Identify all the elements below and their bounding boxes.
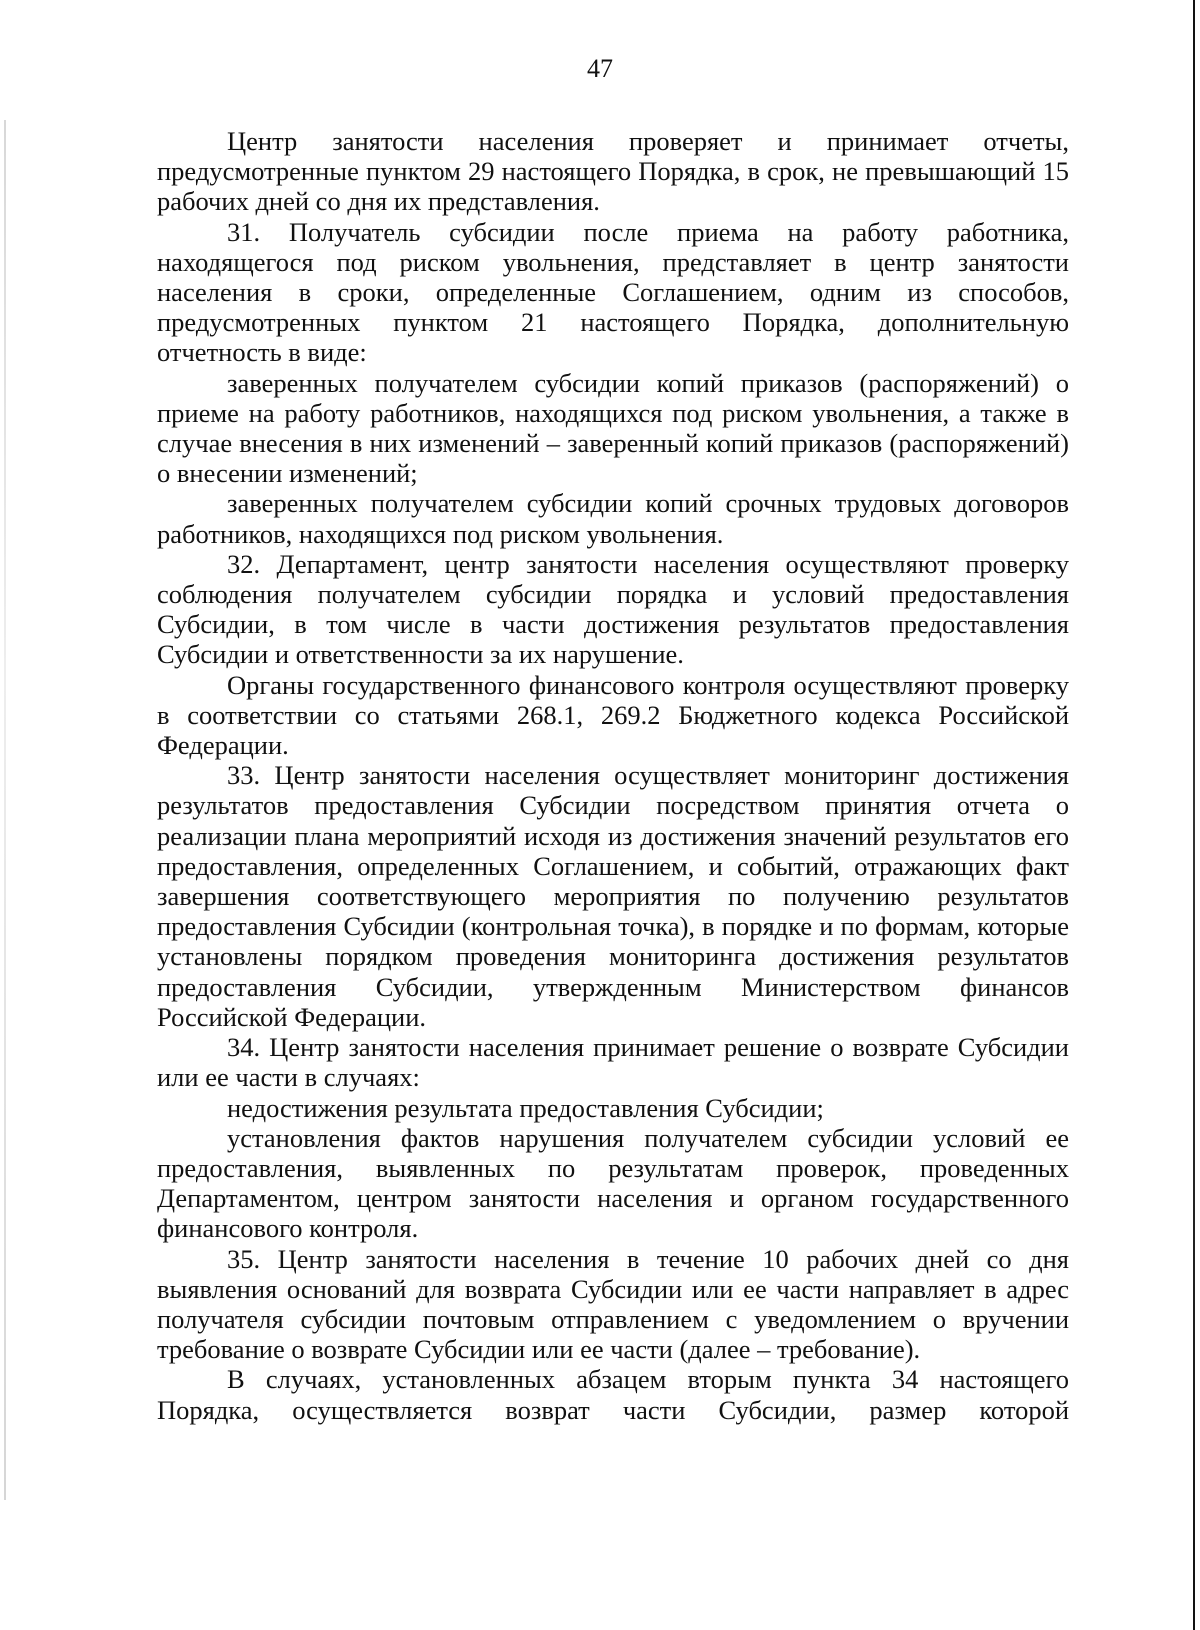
paragraph-31: 31. Получатель субсидии после приема на работу работника, находящегося под риском увольнения, представляет в центр занятости населения в сроки, определенные Соглашением, одним из способов, предусмотренных пунктом 21 настоящего Порядка, дополнительную отчетность в виде: (157, 216, 1069, 368)
paragraph-reports-check: Центр занятости населения проверяет и принимает отчеты, предусмотренные пунктом 29 настоящего Порядка, в срок, не превышающий 15 рабочих дней со дня их представления. (157, 126, 1069, 217)
document-body (157, 126, 1069, 1425)
scan-edge-left (4, 120, 6, 1500)
paragraph-32: 32. Департамент, центр занятости населения осуществляют проверку соблюдения получателем субсидии порядка и условий предоставления Субсидии, в том числе в части достижения результатов предоставления Субсидии и ответственности за их нарушение. (157, 548, 1069, 670)
paragraph-34: 34. Центр занятости населения принимает решение о возврате Субсидии или ее части в случаях: (157, 1032, 1069, 1093)
paragraph-35-partial-return: В случаях, установленных абзацем вторым пункта 34 настоящего Порядка, осуществляется возврат части Субсидии, размер которой (157, 1364, 1069, 1425)
paragraph-31-orders: заверенных получателем субсидии копий приказов (распоряжений) о приеме на работу работников, находящихся под риском увольнения, а также в случае внесения в них изменений – заверенный копий приказов (распоряжений) о внесении изменений; (157, 367, 1069, 489)
paragraph-33: 33. Центр занятости населения осуществляет мониторинг достижения результатов предоставления Субсидии посредством принятия отчета о реализации плана мероприятий исходя из достижения значений результатов его предоставления, определенных Соглашением, и событий, отражающих факт завершения соответствующего мероприятия по получению результатов предоставления Субсидии (контрольная точка), в порядке и по формам, которые установлены порядком проведения мониторинга достижения результатов предоставления Субсидии, утвержденным Министерством финансов Российской Федерации. (157, 760, 1069, 1032)
paragraph-34-not-achieved: недостижения результата предоставления Субсидии; (227, 1092, 824, 1123)
scan-edge-right (1193, 0, 1195, 1630)
page-number: 47 (587, 54, 613, 83)
paragraph-34-violations: установления фактов нарушения получателем субсидии условий ее предоставления, выявленных по результатам проверок, проведенных Департаментом, центром занятости населения и органом государственного финансового контроля. (157, 1122, 1069, 1244)
paragraph-32-financial-control: Органы государственного финансового контроля осуществляют проверку в соответствии со статьями 268.1, 269.2 Бюджетного кодекса Российской Федерации. (157, 669, 1069, 761)
paragraph-31-contracts: заверенных получателем субсидии копий срочных трудовых договоров работников, находящихся под риском увольнения. (157, 488, 1069, 549)
paragraph-35: 35. Центр занятости населения в течение 10 рабочих дней со дня выявления оснований для возврата Субсидии или ее части направляет в адрес получателя субсидии почтовым отправлением с уведомлением о вручении требование о возврате Субсидии или ее части (далее – требование). (157, 1243, 1069, 1365)
